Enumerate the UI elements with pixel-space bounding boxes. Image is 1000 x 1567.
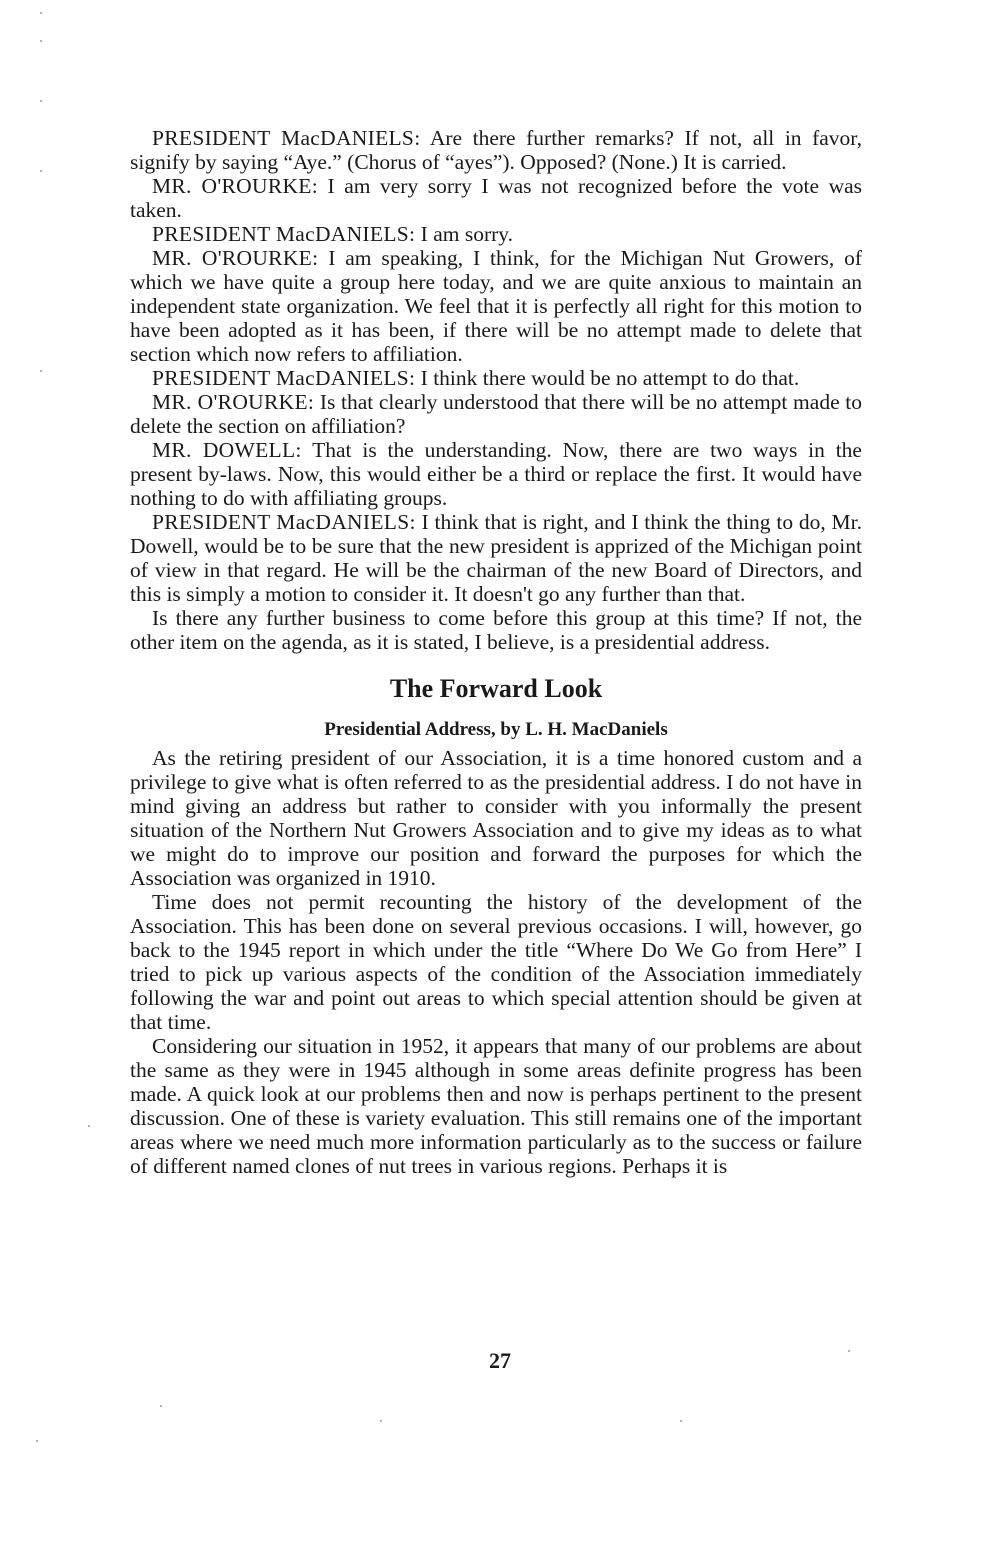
- body-paragraph: Considering our situation in 1952, it appears that many of our problems are about the same as they were in 1945 although in some areas definite progress has been made. A quick look at our problems then and now is perhaps pertinent to the present discussion. One of these is variety evaluation. This still remains one of the important areas where we need much more information particularly as to the success or failure of different named clones of nut trees in various regions. Perhaps it is: [130, 1034, 862, 1178]
- speaker-label: MR. O'ROURKE:: [152, 174, 319, 198]
- scan-speck: [160, 1405, 162, 1407]
- scan-speck: [680, 1420, 682, 1422]
- body-paragraph: Time does not permit recounting the history of the development of the Association. This has been done on several previous occasions. I will, however, go back to the 1945 report in which under the title “Where Do We Go from Here” I tried to pick up various aspects of the condition of the Association immediately following the war and point out areas to which special attention should be given at that time.: [130, 890, 862, 1034]
- speaker-label: PRESIDENT MacDANIELS:: [152, 510, 416, 534]
- speaker-label: MR. O'ROURKE:: [152, 246, 319, 270]
- scan-speck: [36, 1440, 38, 1442]
- paragraph-text: That is the understanding. Now, there are two ways in the present by-laws. Now, this would either be a third or replace the first. It would have nothing to do with affiliating groups.: [130, 438, 862, 510]
- section-title: The Forward Look: [389, 674, 603, 703]
- paragraph-text: Is that clearly understood that there will be no attempt made to delete the section on affiliation?: [130, 390, 862, 438]
- speaker-label: MR. DOWELL:: [152, 438, 302, 462]
- speaker-label: PRESIDENT MacDANIELS:: [152, 222, 416, 246]
- transcript-paragraph: [130, 174, 862, 222]
- speaker-label: PRESIDENT MacDANIELS:: [152, 126, 421, 150]
- paragraph-text: I think that is right, and I think the thing to do, Mr. Dowell, would be to be sure that the new president is apprized of the Michigan point of view in that regard. He will be the chairman of the new Board of Directors, and this is simply a motion to consider it. It doesn't go any further than that.: [130, 510, 863, 606]
- speaker-label: PRESIDENT MacDANIELS:: [152, 366, 416, 390]
- scan-speck: [40, 12, 42, 14]
- paragraph-text: I am sorry.: [420, 222, 514, 246]
- byline: Presidential Address, by L. H. MacDaniels: [324, 719, 668, 740]
- scan-speck: [40, 100, 42, 102]
- transcript-paragraph: [130, 222, 862, 246]
- scan-speck: [848, 1350, 850, 1352]
- scan-speck: [88, 1125, 90, 1127]
- transcript-paragraph: [130, 126, 862, 174]
- paragraph-text: I think there would be no attempt to do that.: [420, 366, 800, 390]
- paragraph-text: Is there any further business to come before this group at this time? If not, the other item on the agenda, as it is stated, I believe, is a presidential address.: [130, 606, 862, 654]
- body-paragraph: As the retiring president of our Association, it is a time honored custom and a privilege to give what is often referred to as the presidential address. I do not have in mind giving an address but rather to consider with you informally the present situation of the Northern Nut Growers Association and to give my ideas as to what we might do to improve our position and forward the purposes for which the Association was organized in 1910.: [130, 746, 862, 890]
- scan-speck: [40, 40, 42, 42]
- speaker-label: MR. O'ROURKE:: [152, 390, 315, 414]
- scan-speck: [40, 370, 42, 372]
- transcript-paragraph: [130, 366, 862, 390]
- page-body: [130, 126, 862, 1178]
- scan-speck: [40, 170, 42, 172]
- transcript-paragraph: [130, 390, 862, 438]
- transcript-paragraph: [130, 606, 862, 654]
- paragraph-text: I am very sorry I was not recognized before the vote was taken.: [130, 174, 863, 222]
- transcript-paragraph: [130, 438, 862, 510]
- transcript-paragraph: [130, 510, 862, 606]
- paragraph-text: I am speaking, I think, for the Michigan Nut Growers, of which we have quite a group here today, and we are quite anxious to maintain an independent state organization. We feel that it is perfectly all right for this motion to have been adopted as it has been, if there will be no attempt made to delete that section which now refers to affiliation.: [130, 246, 863, 366]
- paragraph-text: Are there further remarks? If not, all in favor, signify by saying “Aye.” (Chorus of “ayes”). Opposed? (None.) It is carried.: [130, 126, 862, 174]
- scan-speck: [380, 1420, 382, 1422]
- transcript-paragraph: [130, 246, 862, 366]
- page-number: 27: [489, 1348, 511, 1373]
